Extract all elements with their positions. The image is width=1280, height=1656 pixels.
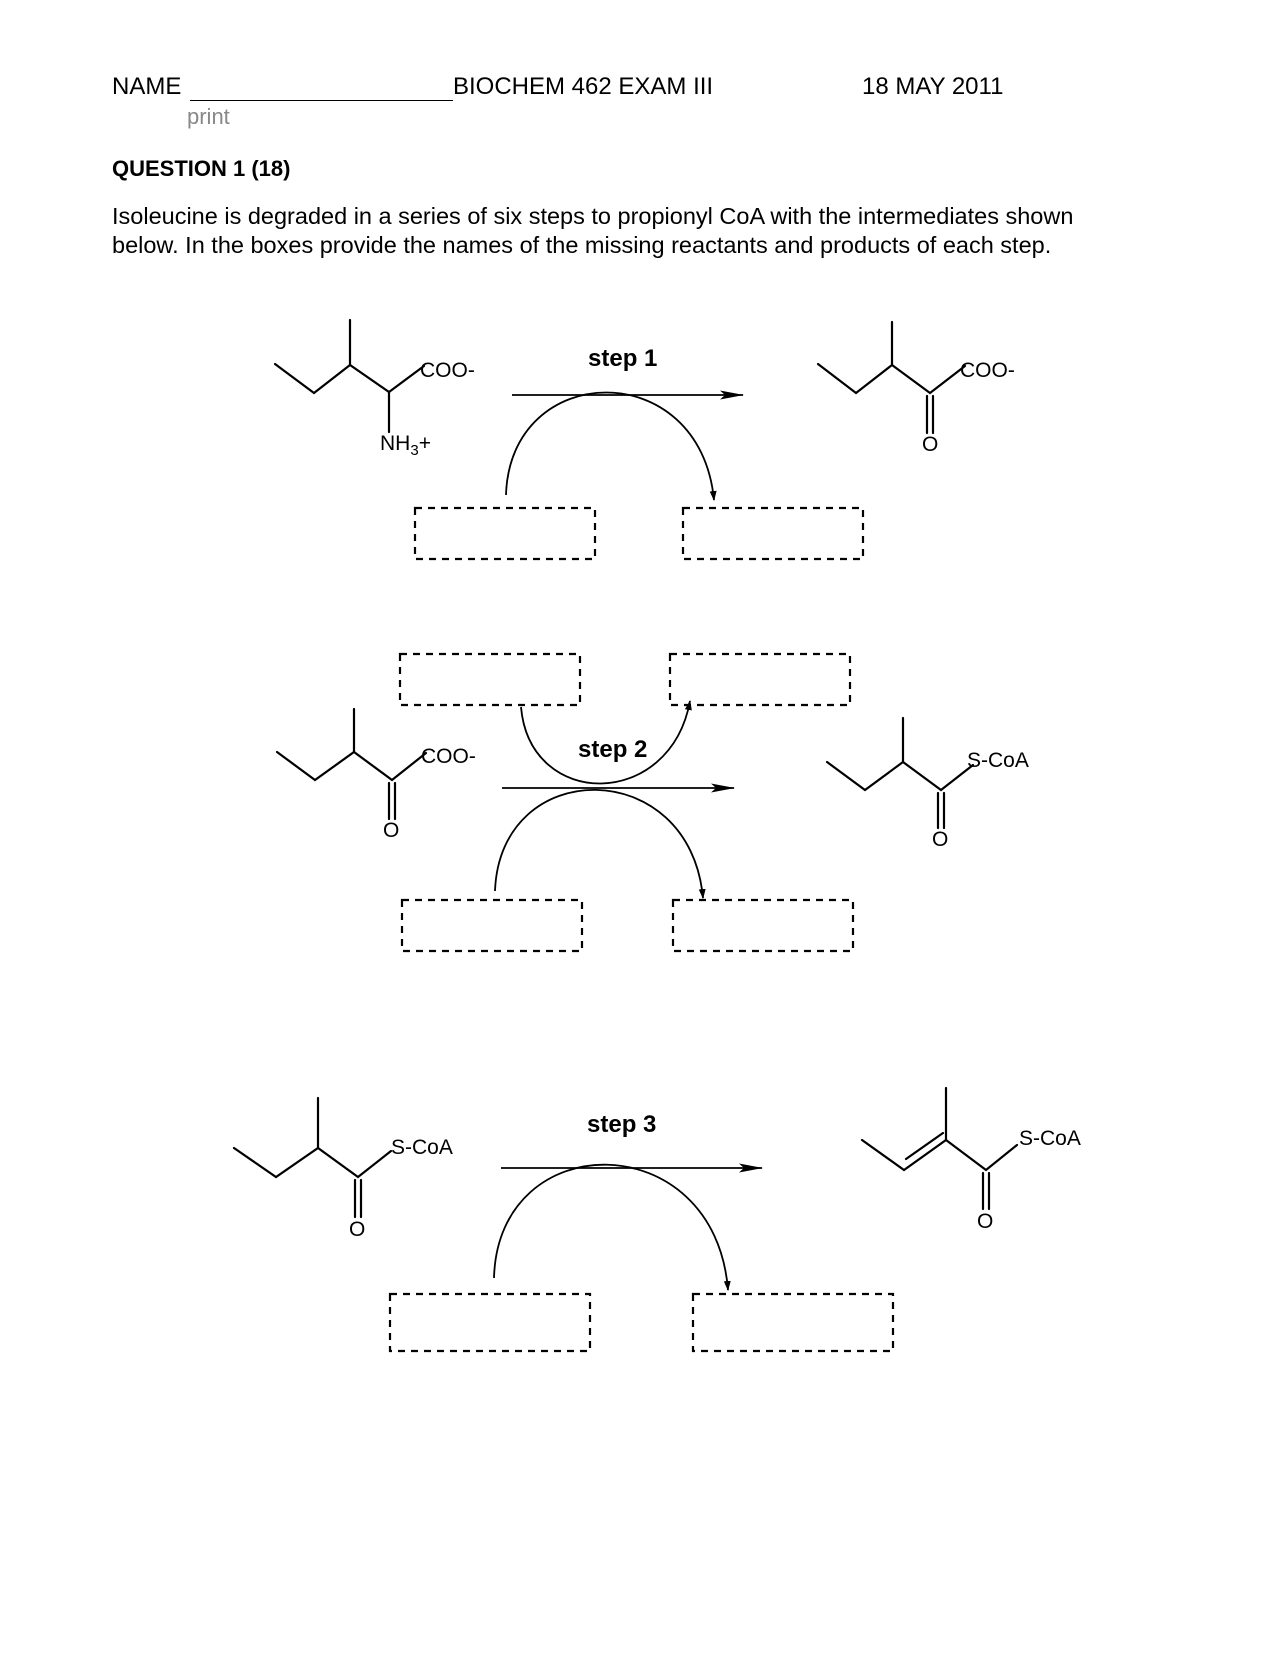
carbonyl-oxygen-label: O	[932, 828, 949, 851]
step-1-coreactant-arrow	[506, 393, 714, 501]
step-2-bottom-reactant-box[interactable]	[402, 900, 582, 951]
methylbutyryl-coa-structure	[827, 718, 1029, 851]
step-2-label: step 2	[578, 736, 648, 763]
carbonyl-oxygen-label: O	[349, 1218, 366, 1241]
name-label: NAME	[112, 73, 182, 100]
carboxylate-label: COO-	[420, 359, 475, 382]
carbonyl-oxygen-label: O	[977, 1210, 994, 1233]
step-2-top-product-box[interactable]	[670, 654, 850, 705]
exam-date: 18 MAY 2011	[862, 73, 1004, 100]
step-1-reactant-box[interactable]	[415, 508, 595, 559]
course-title: BIOCHEM 462 EXAM III	[453, 73, 714, 100]
name-hint: print	[187, 104, 230, 129]
ammonium-label: $NH_3+$	[380, 432, 431, 459]
carbonyl-oxygen-label: O	[922, 433, 939, 456]
keto-acid-structure-step1	[818, 322, 1015, 456]
tiglyl-coa-structure	[862, 1088, 1081, 1233]
carboxylate-label: COO-	[421, 745, 476, 768]
thioester-label: S-CoA	[967, 749, 1029, 772]
step-1-product-box[interactable]	[683, 508, 863, 559]
thioester-label: S-CoA	[1019, 1127, 1081, 1150]
step-2-top-reactant-box[interactable]	[400, 654, 580, 705]
step-2-bottom-product-box[interactable]	[673, 900, 853, 951]
step-3-coreactant-arrow	[494, 1165, 728, 1290]
step-3-product-box[interactable]	[693, 1294, 893, 1351]
carboxylate-label: COO-	[960, 359, 1015, 382]
carbonyl-oxygen-label: O	[383, 819, 400, 842]
question-intro: Isoleucine is degraded in a series of six steps to propionyl CoA with the intermediates shown below. In the boxes provide the names of the missing reactants and products of each step.	[112, 203, 1074, 258]
thioester-label: S-CoA	[391, 1136, 453, 1159]
isoleucine-structure	[275, 320, 475, 459]
question-title: QUESTION 1 (18)	[112, 156, 291, 181]
keto-acid-structure-step2	[277, 709, 476, 842]
methylbutyryl-coa-structure	[234, 1098, 453, 1241]
step-1-label: step 1	[588, 345, 658, 372]
step-3-reactant-box[interactable]	[390, 1294, 590, 1351]
step-2-lower-coreactant-arrow	[495, 790, 703, 898]
step-3-label: step 3	[587, 1111, 657, 1138]
